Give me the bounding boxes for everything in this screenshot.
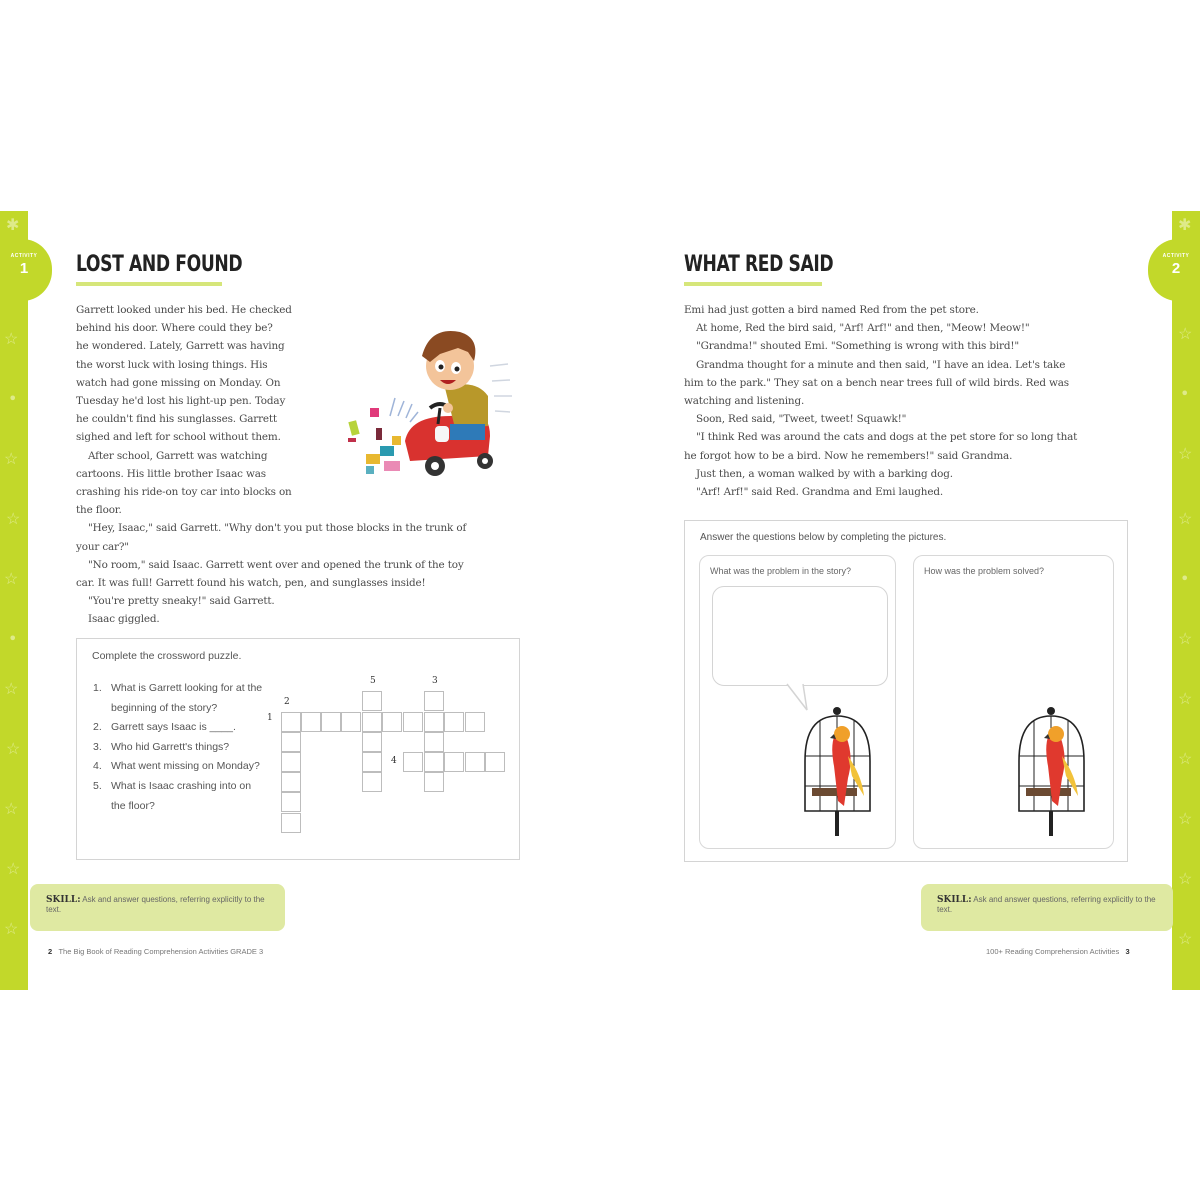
crossword-cell[interactable] — [301, 712, 321, 732]
crossword-cell[interactable] — [362, 712, 382, 732]
story-line: "No room," said Isaac. Garrett went over and opened the trunk of the toy — [88, 558, 464, 571]
panel-question: How was the problem solved? — [924, 566, 1045, 576]
panel-solution — [913, 555, 1114, 849]
story-line: the floor. — [76, 504, 122, 517]
page-title-lost-and-found: LOST AND FOUND — [76, 252, 243, 277]
book-title-footer: 100+ Reading Comprehension Activities — [986, 947, 1120, 956]
clue-text: What went missing on Monday? — [111, 760, 260, 773]
crossword-cell[interactable] — [465, 712, 485, 732]
panel-problem — [699, 555, 896, 849]
star-icon: • — [1180, 384, 1190, 403]
crossword-cell[interactable] — [341, 712, 361, 732]
clue-number-3: 3 — [432, 676, 438, 686]
page-number: 3 — [1125, 947, 1130, 956]
crossword-cell[interactable] — [403, 752, 423, 772]
right-green-margin — [1172, 211, 1200, 990]
star-icon: ✱ — [6, 215, 20, 234]
crossword-cell[interactable] — [281, 813, 301, 833]
skill-label: SKILL: — [46, 895, 81, 905]
star-icon: ☆ — [1178, 749, 1193, 768]
skill-text: Ask and answer questions, referring explicitly to the text. — [937, 895, 1156, 914]
star-icon: ☆ — [1178, 324, 1193, 343]
star-icon: ☆ — [1178, 689, 1193, 708]
picture-activity-box — [684, 520, 1128, 862]
star-icon: ✱ — [1178, 215, 1192, 234]
footer-left — [48, 947, 263, 956]
star-icon: ☆ — [4, 449, 19, 468]
star-icon: ☆ — [1178, 929, 1193, 948]
crossword-cell[interactable] — [362, 752, 382, 772]
badge-number: 1 — [19, 260, 29, 277]
story-line: Just then, a woman walked by with a barking dog. — [696, 467, 953, 480]
crossword-cell[interactable] — [382, 712, 402, 732]
star-icon: ☆ — [4, 569, 19, 588]
star-icon: ☆ — [4, 679, 19, 698]
story-line: sighed and left for school without them. — [76, 431, 281, 444]
story-line: Tuesday he'd lost his light-up pen. Today — [76, 395, 286, 408]
story-line: he couldn't find his sunglasses. Garrett — [76, 413, 277, 426]
star-icon: • — [8, 389, 18, 408]
crossword-cell[interactable] — [465, 752, 485, 772]
clue-number: 2. — [93, 721, 102, 734]
story-line: watch had gone missing on Monday. On — [76, 376, 281, 389]
clue-number: 3. — [93, 740, 102, 753]
crossword-activity-box — [76, 638, 520, 860]
crossword-cell[interactable] — [444, 752, 464, 772]
clue-number: 1. — [93, 682, 102, 694]
crossword-cell[interactable] — [403, 712, 423, 732]
crossword-cell[interactable] — [281, 712, 301, 732]
clue-text: What is Garrett looking for at the beginning of the story? — [111, 682, 263, 714]
story-line: "Grandma!" shouted Emi. "Something is wrong with this bird!" — [696, 340, 1019, 353]
star-icon: ☆ — [6, 739, 21, 758]
story-line: Isaac giggled. — [88, 613, 160, 626]
crossword-cell[interactable] — [444, 712, 464, 732]
clue-number-2: 2 — [284, 697, 290, 707]
clue-number: 4. — [93, 760, 102, 773]
clue-number-1: 1 — [267, 713, 273, 723]
story-line: Emi had just gotten a bird named Red from the pet store. — [684, 304, 979, 316]
footer-right — [986, 947, 1130, 956]
story-line: he forgot how to be a bird. Now he remembers!" said Grandma. — [684, 449, 1013, 462]
page-number: 2 — [48, 947, 53, 956]
crossword-cell[interactable] — [424, 772, 444, 792]
badge-label: ACTIVITY — [10, 253, 38, 259]
star-icon: ☆ — [6, 509, 21, 528]
page-title-what-red-said: WHAT RED SAID — [684, 252, 834, 277]
star-icon: ☆ — [1178, 809, 1193, 828]
skill-box-left — [30, 884, 285, 931]
clue-number-4: 4 — [391, 756, 397, 766]
picture-activity-instruction: Answer the questions below by completing the pictures. — [700, 532, 947, 543]
crossword-cell[interactable] — [281, 772, 301, 792]
star-icon: ☆ — [1178, 629, 1193, 648]
book-spread — [0, 211, 1200, 990]
story-line: car. It was full! Garrett found his watch, pen, and sunglasses inside! — [76, 577, 426, 590]
crossword-cell[interactable] — [362, 772, 382, 792]
clue-text: Who hid Garrett's things? — [111, 740, 230, 753]
story-line: Grandma thought for a minute and then said, "I have an idea. Let's take — [696, 358, 1066, 371]
story-line: your car?" — [76, 540, 129, 553]
story-line: Garrett looked under his bed. He checked — [76, 304, 292, 316]
title-underline — [76, 282, 222, 286]
star-icon: ☆ — [4, 329, 19, 348]
clue-number-5: 5 — [370, 676, 376, 686]
crossword-cell[interactable] — [424, 732, 444, 752]
crossword-cell[interactable] — [362, 732, 382, 752]
speech-bubble-answer-area[interactable] — [712, 586, 888, 686]
crossword-cell[interactable] — [485, 752, 505, 772]
left-green-margin — [0, 211, 28, 990]
story-line: the worst luck with losing things. His — [76, 358, 268, 371]
skill-text: Ask and answer questions, referring explicitly to the text. — [46, 895, 265, 914]
story-line: he wondered. Lately, Garrett was having — [76, 340, 285, 353]
story-line: "You're pretty sneaky!" said Garrett. — [88, 595, 275, 608]
crossword-cell[interactable] — [281, 732, 301, 752]
parrot-in-cage-illustration — [800, 706, 880, 841]
star-icon: ☆ — [1178, 509, 1193, 528]
crossword-cell[interactable] — [321, 712, 341, 732]
story-line: him to the park." They sat on a bench near trees full of wild birds. Red was — [684, 376, 1069, 389]
skill-label: SKILL: — [937, 895, 972, 905]
story-line: "I think Red was around the cats and dogs at the pet store for so long that — [696, 431, 1078, 444]
star-icon: ☆ — [4, 919, 19, 938]
parrot-in-cage-illustration — [1014, 706, 1094, 841]
clue-number: 5. — [93, 779, 102, 792]
skill-box-right — [921, 884, 1173, 931]
drawing-answer-area[interactable] — [922, 584, 1107, 704]
star-icon: • — [8, 629, 18, 648]
story-line: behind his door. Where could they be? — [76, 322, 273, 335]
title-underline — [684, 282, 822, 286]
crossword-cell[interactable] — [424, 691, 444, 711]
book-title-footer: The Big Book of Reading Comprehension Activities GRADE 3 — [58, 947, 264, 956]
story-line: At home, Red the bird said, "Arf! Arf!" and then, "Meow! Meow!" — [696, 322, 1030, 335]
crossword-cell[interactable] — [362, 691, 382, 711]
story-line: watching and listening. — [684, 395, 805, 408]
star-icon: ☆ — [4, 799, 19, 818]
star-icon: ☆ — [6, 859, 21, 878]
crossword-cell[interactable] — [424, 712, 444, 732]
badge-label: ACTIVITY — [1162, 253, 1190, 259]
crossword-grid[interactable] — [77, 639, 521, 861]
star-icon: ☆ — [1178, 444, 1193, 463]
story-line: Soon, Red said, "Tweet, tweet! Squawk!" — [696, 413, 907, 426]
crossword-cell[interactable] — [424, 752, 444, 772]
story-line: After school, Garrett was watching — [88, 449, 268, 462]
boy-on-toy-car-illustration — [340, 316, 515, 481]
story-line: cartoons. His little brother Isaac was — [76, 467, 266, 480]
crossword-instruction: Complete the crossword puzzle. — [92, 650, 242, 662]
story-line: "Arf! Arf!" said Red. Grandma and Emi laughed. — [696, 486, 944, 499]
clue-text: Garrett says Isaac is ____. — [111, 721, 236, 734]
activity-badge-1 — [0, 239, 52, 301]
story-line: "Hey, Isaac," said Garrett. "Why don't you put those blocks in the trunk of — [88, 522, 467, 535]
story-text-what-red-said — [684, 301, 1134, 501]
panel-question: What was the problem in the story? — [710, 566, 852, 576]
crossword-cell[interactable] — [281, 792, 301, 812]
star-icon: • — [1180, 569, 1190, 588]
story-line: crashing his ride-on toy car into blocks on — [76, 486, 292, 499]
clue-text: What is Isaac crashing into on the floor? — [111, 779, 252, 812]
crossword-cell[interactable] — [281, 752, 301, 772]
star-icon: ☆ — [1178, 869, 1193, 888]
activity-badge-2 — [1148, 239, 1200, 301]
badge-number: 2 — [1171, 260, 1181, 277]
